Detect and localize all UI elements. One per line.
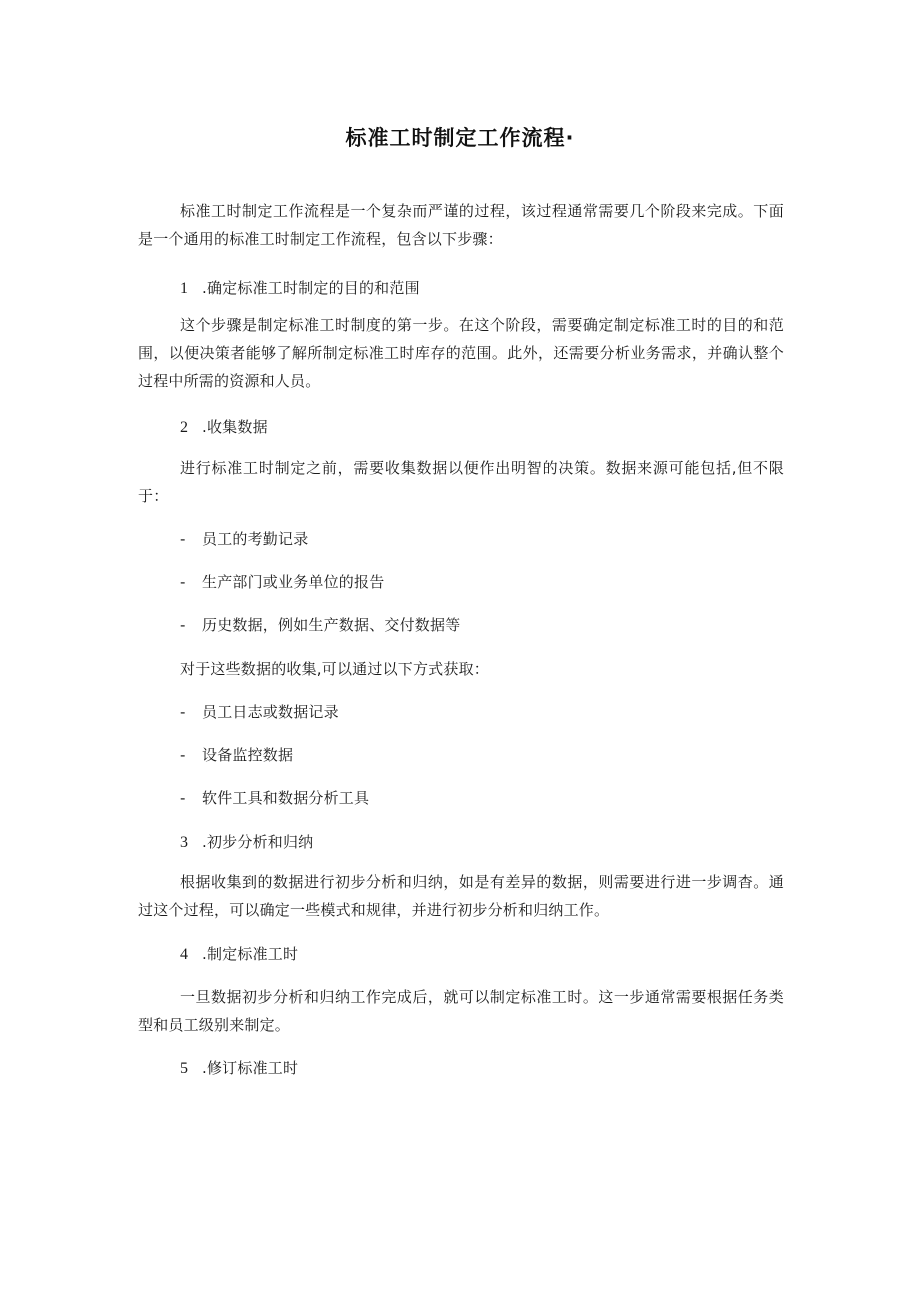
step-4-number: 4 [180,946,189,963]
step-4-title: .制定标准工时 [202,945,299,963]
step-2-number: 2 [180,419,189,436]
list-item-text: 历史数据，例如生产数据、交付数据等 [202,616,461,634]
list-item [180,700,339,724]
list-item-text: 生产部门或业务单位的报告 [202,573,385,591]
bullet-dash: - [180,703,186,721]
step-3-title: .初步分析和归纳 [202,833,314,851]
list-item [180,527,308,551]
step-3-number: 3 [180,834,189,851]
bullet-dash: - [180,530,186,548]
step-4-heading [180,942,298,967]
list-item-text: 设备监控数据 [202,746,294,764]
step-5-heading [180,1056,298,1081]
list-item-text: 员工的考勤记录 [202,530,309,548]
methods-intro: 对于这些数据的收集,可以通过以下方式获取： [180,660,489,678]
step-1-title: .确定标准工时制定的目的和范围 [202,279,420,297]
list-item [180,743,293,767]
bullet-dash: - [180,616,186,634]
step-2-heading [180,415,268,440]
list-item [180,786,369,810]
step-1-number: 1 [180,280,189,297]
list-item [180,613,460,637]
bullet-dash: - [180,573,186,591]
step-1-body: 这个步骤是制定标准工时制度的第一步。在这个阶段，需要确定制定标准工时的目的和范围，以便决策者能够了解所制定标准工时库存的范围。此外，还需要分析业务需求，并确认整个过程中所需的资源和人员。 [138,316,784,390]
document-title: 标准工时制定工作流程· [345,126,575,150]
bullet-dash: - [180,789,186,807]
step-2-title: .收集数据 [202,418,268,436]
step-5-title: .修订标准工时 [202,1059,299,1077]
step-5-number: 5 [180,1060,189,1077]
step-1-heading [180,276,420,301]
step-4-body: 一旦数据初步分析和归纳工作完成后，就可以制定标准工时。这一步通常需要根据任务类型和员工级别来制定。 [138,988,784,1034]
bullet-dash: - [180,746,186,764]
list-item [180,570,384,594]
list-item-text: 员工日志或数据记录 [202,703,339,721]
step-3-heading [180,830,313,855]
step-2-body: 进行标准工时制定之前，需要收集数据以便作出明智的决策。数据来源可能包括,但不限于： [138,459,784,505]
list-item-text: 软件工具和数据分析工具 [202,789,370,807]
step-3-body: 根据收集到的数据进行初步分析和归纳，如是有差异的数据，则需要进行进一步调杳。通过这个过程，可以确定一些模式和规律，并进行初步分析和归纳工作。 [138,873,784,919]
intro-paragraph: 标准工时制定工作流程是一个复杂而严谨的过程，该过程通常需要几个阶段来完成。下面是一个通用的标准工时制定工作流程，包含以下步骤： [138,202,784,248]
